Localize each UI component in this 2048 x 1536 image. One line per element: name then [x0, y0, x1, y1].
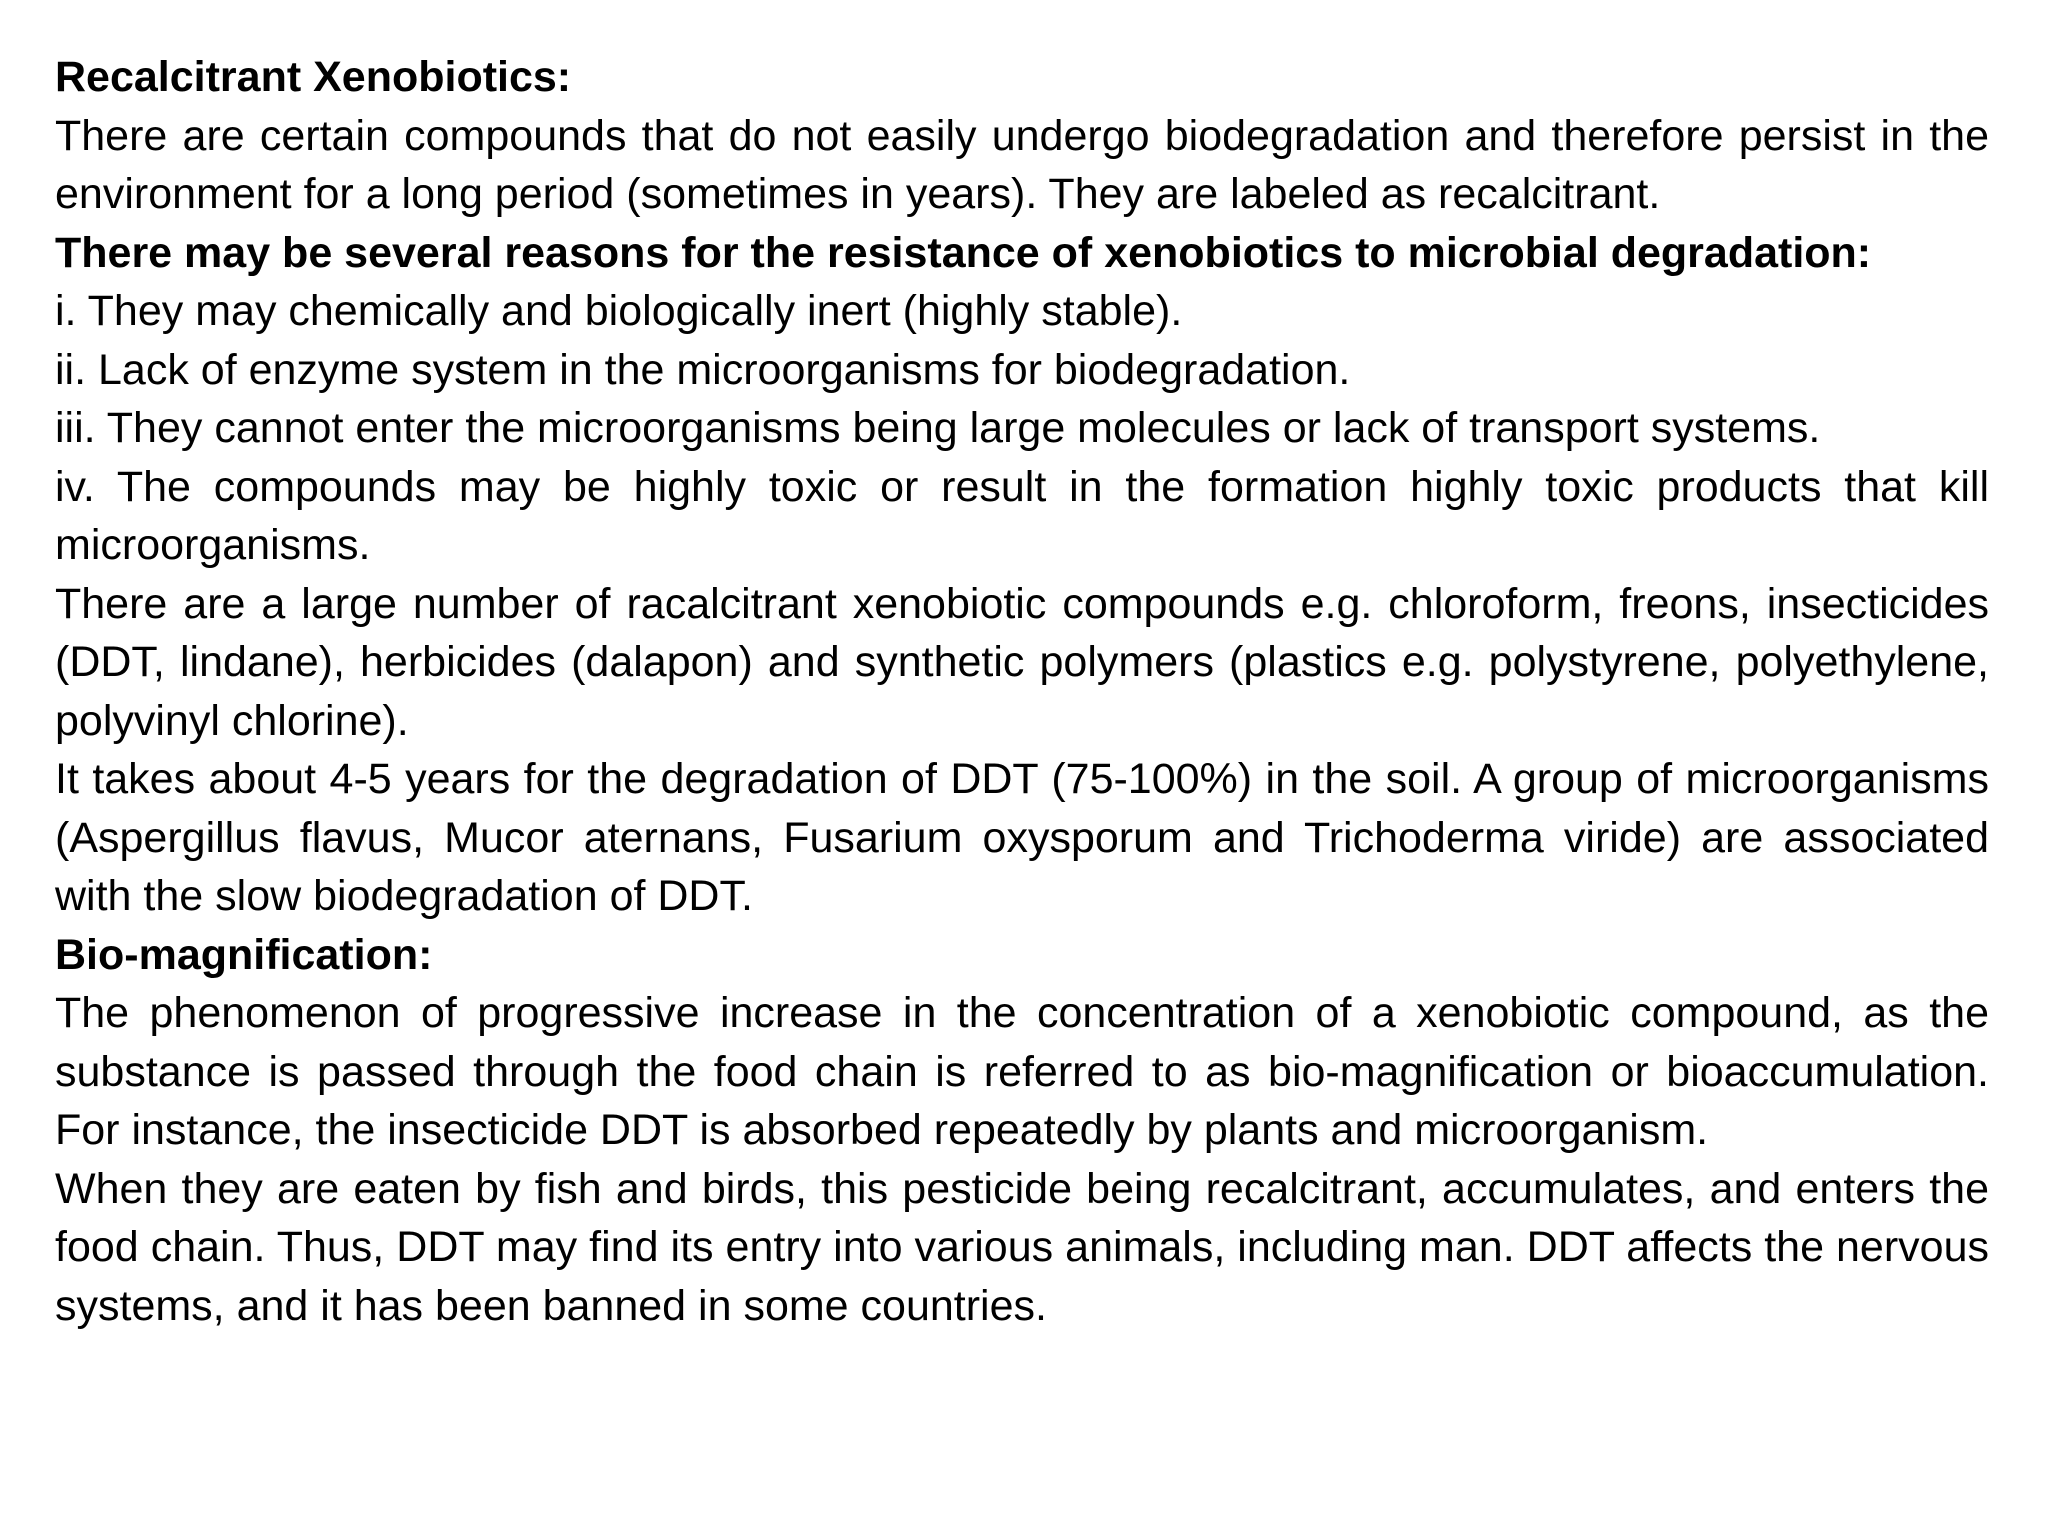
paragraph-examples: There are a large number of racalcitrant xenobiotic compounds e.g. chloroform, freons, insecticides (DDT, lindane), herbicides (dalapon) and synthetic polymers (plastics e.g. polystyrene, polyethylene, polyvinyl chlorine).: [55, 579, 1989, 745]
reason-item-3: iii. They cannot enter the microorganisms being large molecules or lack of transport systems.: [55, 404, 1821, 452]
reasons-heading: There may be several reasons for the resistance of xenobiotics to microbial degradation:: [55, 228, 1872, 277]
reason-item-4: iv. The compounds may be highly toxic or result in the formation highly toxic products that kill microorganisms.: [55, 462, 1989, 569]
reason-item-1: i. They may chemically and biologically inert (highly stable).: [55, 287, 1183, 335]
paragraph-ddt-degradation: It takes about 4-5 years for the degradation of DDT (75-100%) in the soil. A group of microorganisms (Aspergillus flavus, Mucor aternans, Fusarium oxysporum and Trichoderma viride) are associated with the slow biodegradation of DDT.: [55, 755, 1989, 920]
slide-content: [55, 48, 1989, 1335]
paragraph-food-chain: When they are eaten by fish and birds, this pesticide being recalcitrant, accumulates, and enters the food chain. Thus, DDT may find its entry into various animals, including man. DDT affects the nervous systems, and it has been banned in some countries.: [55, 1164, 1989, 1330]
paragraph-intro: There are certain compounds that do not easily undergo biodegradation and therefore persist in the environment for a long period (sometimes in years). They are labeled as recalcitrant.: [55, 111, 1989, 218]
reason-item-2: ii. Lack of enzyme system in the microorganisms for biodegradation.: [55, 345, 1351, 394]
paragraph-definition: The phenomenon of progressive increase in the concentration of a xenobiotic compound, as the substance is passed through the food chain is referred to as bio-magnification or bioaccumulation. For instance, the insecticide DDT is absorbed repeatedly by plants and microorganism.: [55, 989, 1989, 1154]
section-title-recalcitrant: Recalcitrant Xenobiotics:: [55, 53, 572, 101]
section-title-biomagnification: Bio-magnification:: [55, 930, 433, 979]
